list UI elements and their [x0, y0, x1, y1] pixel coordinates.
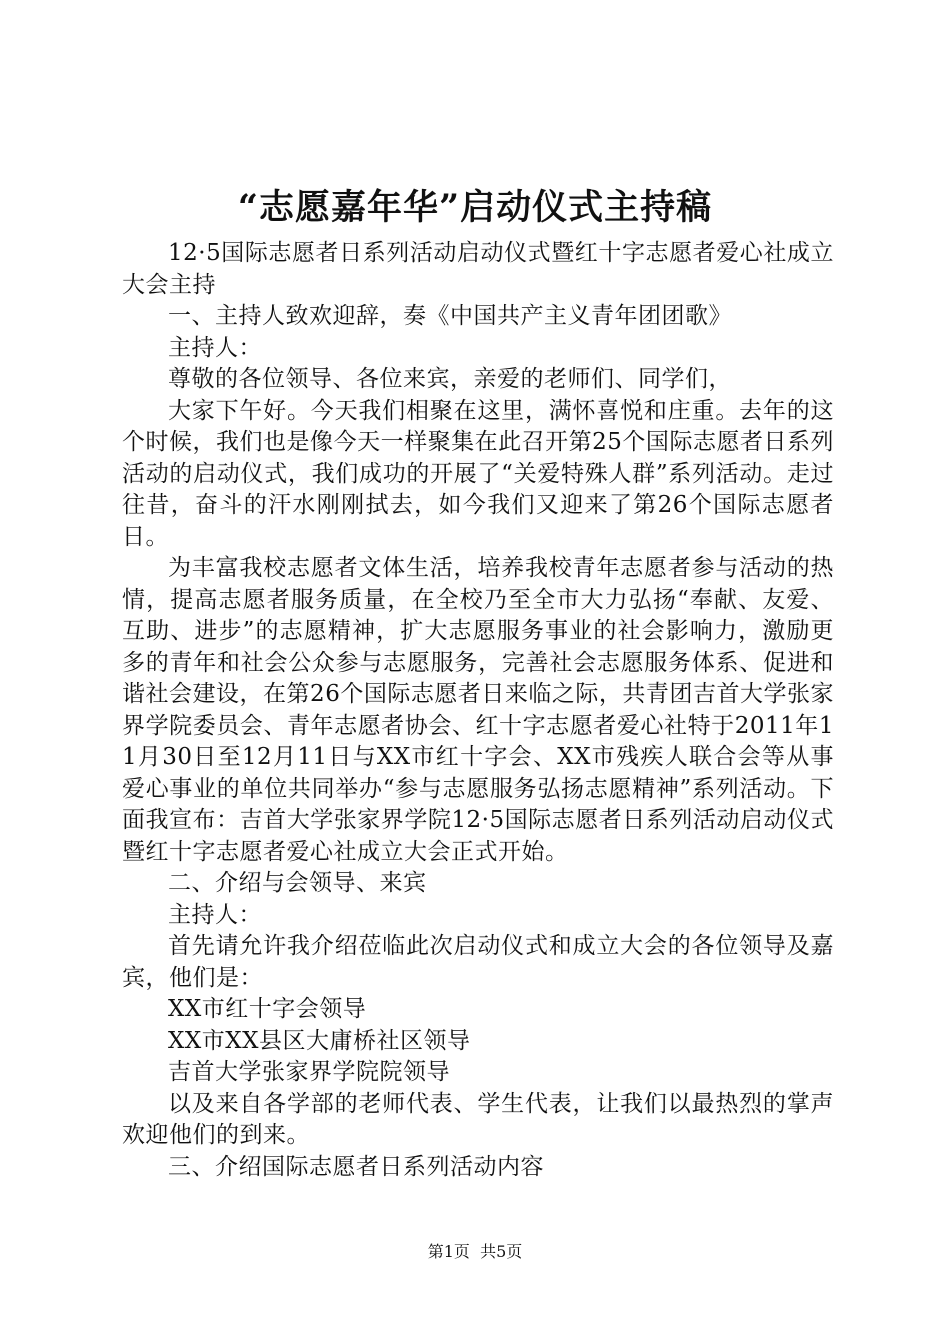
page-footer: [0, 1241, 950, 1263]
page-total: 共5页: [480, 1242, 523, 1261]
speaker-label: 主持人：: [168, 334, 262, 361]
section-heading-activities: 三、介绍国际志愿者日系列活动内容: [168, 1153, 544, 1180]
section-heading-welcome: 一、主持人致欢迎辞，奏《中国共产主义青年团团歌》: [168, 303, 732, 329]
paragraph-opening: 大家下午好。今天我们相聚在这里，满怀喜悦和庄重。去年的这个时候，我们也是像今天一样聚集在此召开第25个国际志愿者日系列活动的启动仪式，我们成功的开展了“关爱特殊人群”系列活动。走过往昔，奋斗的汗水刚刚拭去，如今我们又迎来了第26个国际志愿者日。: [122, 397, 834, 550]
paragraph-purpose: 为丰富我校志愿者文体生活，培养我校青年志愿者参与活动的热情，提高志愿者服务质量，在全校乃至全市大力弘扬“奉献、友爱、互助、进步”的志愿精神，扩大志愿服务事业的社会影响力，激励更多的青年和社会公众参与志愿服务，完善社会志愿服务体系、促进和谐社会建设，在第26个国际志愿者日来临之际，共青团吉首大学张家界学院委员会、青年志愿者协会、红十字志愿者爱心社特于2011年11月30日至12月11日与XX市红十字会、XX市残疾人联合会等从事爱心事业的单位共同举办“参与志愿服务弘扬志愿精神”系列活动。下面我宣布：吉首大学张家界学院12·5国际志愿者日系列活动启动仪式暨红十字志愿者爱心社成立大会正式开始。: [122, 555, 834, 865]
guest-list-item: 吉首大学张家界学院院领导: [168, 1059, 450, 1085]
document-body: [122, 238, 834, 1183]
page-number: 第1页: [427, 1242, 470, 1261]
document-title: “志愿嘉年华”启动仪式主持稿: [237, 187, 713, 228]
paragraph-applause: 以及来自各学部的老师代表、学生代表，让我们以最热烈的掌声欢迎他们的到来。: [122, 1090, 834, 1148]
paragraph-introduction: 首先请允许我介绍莅临此次启动仪式和成立大会的各位领导及嘉宾，他们是：: [122, 933, 834, 991]
speaker-label: 主持人：: [168, 901, 262, 928]
section-heading-guests: 二、介绍与会领导、来宾: [168, 870, 427, 896]
guest-list-item: XX市XX县区大庸桥社区领导: [168, 1027, 471, 1054]
paragraph-event-name: 12·5国际志愿者日系列活动启动仪式暨红十字志愿者爱心社成立大会主持: [122, 240, 834, 298]
paragraph-greeting: 尊敬的各位领导、各位来宾，亲爱的老师们、同学们，: [168, 366, 732, 392]
guest-list-item: XX市红十字会领导: [168, 996, 367, 1022]
